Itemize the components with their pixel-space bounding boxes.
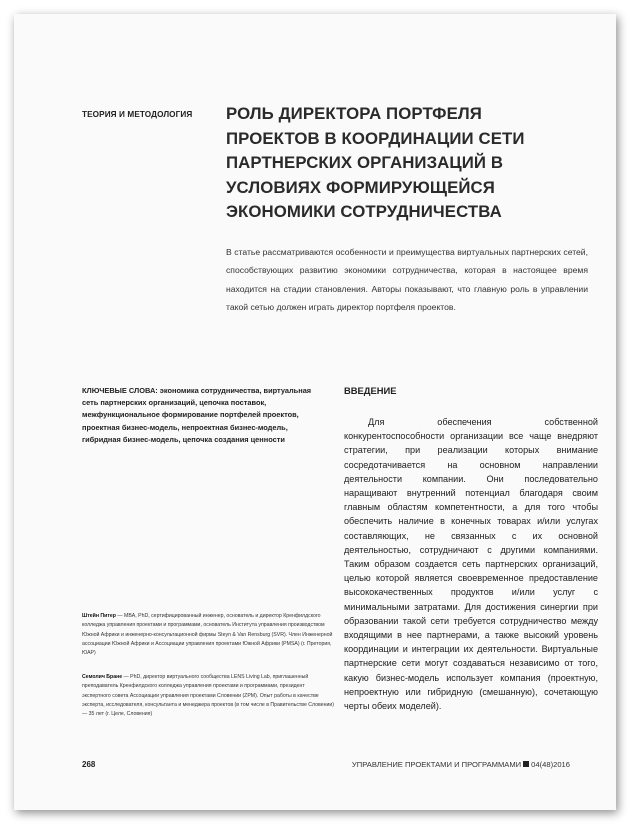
article-abstract: В статье рассматриваются особенности и преимущества виртуальных партнерских сетей, способствующих развитию экономики сотрудничества, которая в настоящее время находится на стадии становления. Авторы показывают, что главную роль в управлении такой сетью должен играть директор портфеля проектов. [226, 247, 588, 313]
keywords: КЛЮЧЕВЫЕ СЛОВА: экономика сотрудничества, виртуальная сеть партнерских организаций, цепочка поставок, межфункциональное формирование портфелей проектов, проектная бизнес-модель, непроектная бизнес-модель, гибридная бизнес-модель, цепочка создания ценности [82, 386, 312, 444]
author-bio [82, 612, 334, 658]
section-label: ТЕОРИЯ И МЕТОДОЛОГИЯ [82, 110, 193, 119]
author-bio-text: — MBA, PhD, сертифицированный инженер, основатель и директор Кренфилдского колледжа управления проектами и программами, основатель Института управления производством Южной Африки и инженерно-консультационной фирмы Steyn & Van Rensburg (SVR). Член Инженерной ассоциации Южной Африки и Ассоциации управления проектами Южной Африки (PMSA) (г. Претория, ЮАР) [82, 613, 333, 657]
article-title: РОЛЬ ДИРЕКТОРА ПОРТФЕЛЯ ПРОЕКТОВ В КООРДИНАЦИИ СЕТИ ПАРТНЕРСКИХ ОРГАНИЗАЦИЙ В УСЛОВИЯХ ФОРМИРУЮЩЕЙСЯ ЭКОНОМИКИ СОТРУДНИЧЕСТВА [226, 104, 525, 221]
author-name: Штейн Питер [82, 613, 116, 619]
section-heading: ВВЕДЕНИЕ [344, 385, 397, 396]
square-separator-icon [523, 761, 529, 767]
issue-number: 04(48)2016 [531, 760, 570, 769]
journal-name: УПРАВЛЕНИЕ ПРОЕКТАМИ И ПРОГРАММАМИ [351, 760, 522, 769]
page-number: 268 [82, 760, 96, 769]
body-text: Для обеспечения собственной конкурентоспособности организации все чаще внедряют стратегии, при реализации которых внимание сосредотачивается на основном направлении деятельности компании. Они последовательно наращивают внутренний потенциал благодаря своим главным областям компетентности, а для того чтобы обеспечить наличие в конечных товарах и/или услугах составляющих, не связанных с их основной деятельностью, сотрудничают с другими компаниями. Таким образом создается сеть партнерских организаций, целью которой является своевременное предоставление высококачественных продуктов и/или услуг с минимальными затратами. Для достижения синергии при образовании такой сети требуется сотрудничество между входящими в нее партнерами, а также высокий уровень координации и интеграции их деятельности. Виртуальные партнерские сети могут создаваться независимо от того, какую бизнес-модель использует компания (проектную, непроектную или гибридную (смешанную), сочетающую черты обеих моделей). [344, 417, 598, 712]
journal-page [14, 14, 616, 810]
author-bio [82, 673, 334, 719]
author-name: Семолич Бране [82, 674, 123, 680]
author-bio-text: — PhD, директор виртуального сообщества LENS Living Lab, приглашенный преподаватель Кренфилдского колледжа управления проектами и программами, президент экспертного совета Ассоциации управления проектами Словении (ZPM). Опыт работы в качестве эксперта, исследователя, консультанта и менеджера проектов (в том числе в Правительстве Словении) — 35 лет (г. Целе, Словения) [82, 674, 334, 718]
journal-footer [352, 760, 570, 769]
